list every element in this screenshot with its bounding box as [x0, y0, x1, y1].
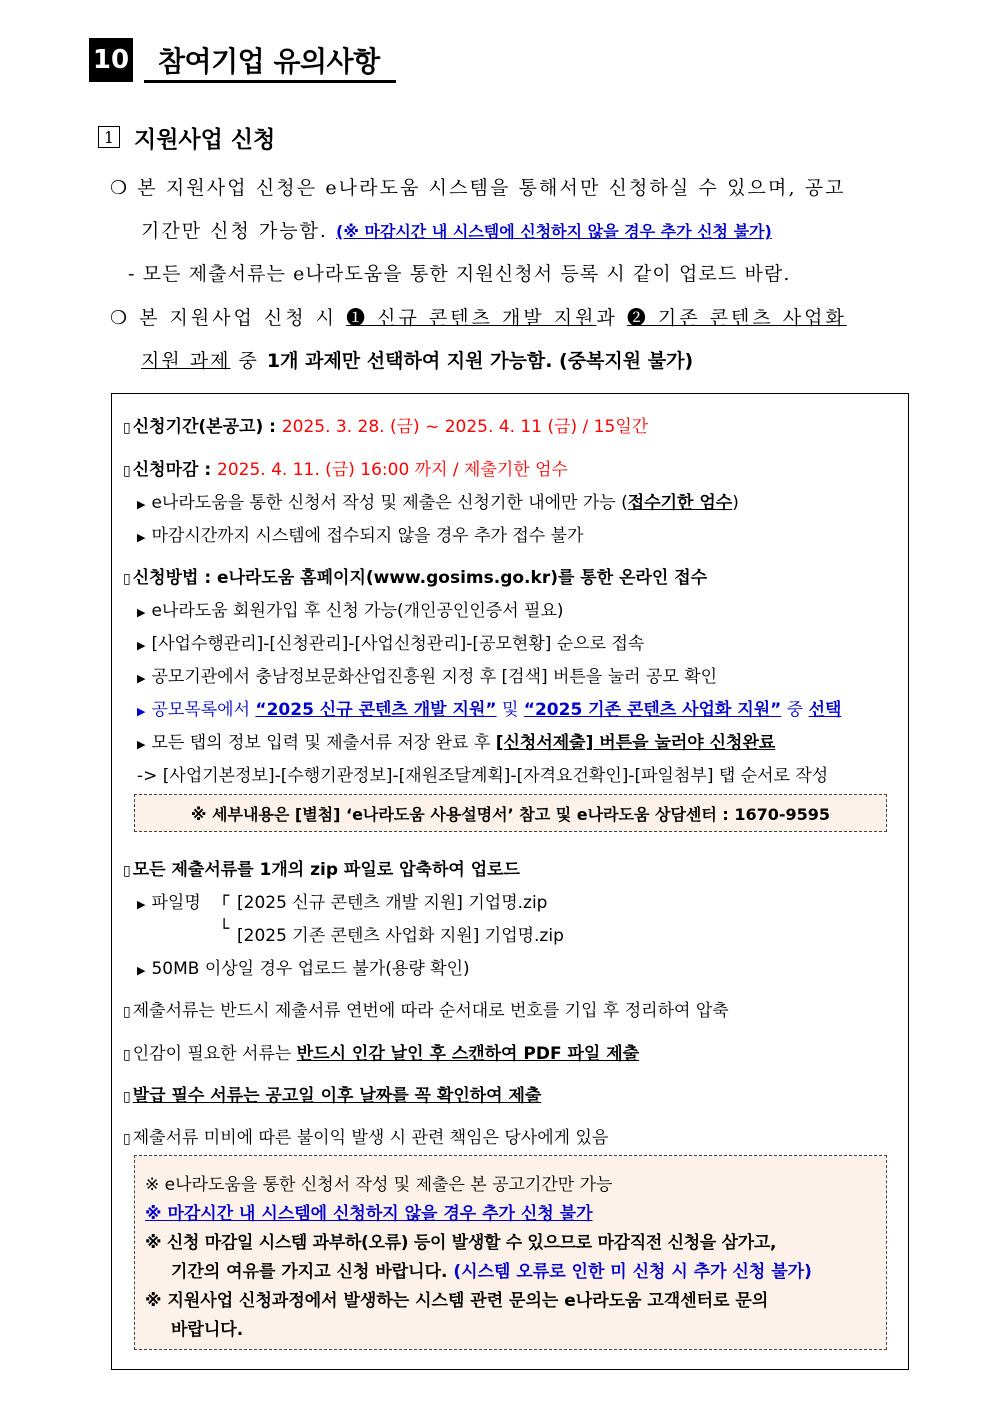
square-bullet-icon: ▯ — [123, 463, 131, 479]
list-item — [137, 488, 739, 513]
list-item — [137, 596, 564, 621]
list-item — [137, 888, 201, 913]
note-text: ※ 세부내용은 [별첨] ‘e나라도움 사용설명서’ 참고 및 e나라도움 상담센터 : 1670-9595 — [190, 804, 831, 824]
track-two-name: “2025 기존 콘텐츠 사업화 지원” — [523, 700, 782, 720]
paragraph-line — [110, 173, 912, 200]
list-item-text: 제출서류는 반드시 제출서류 연번에 따라 순서대로 번호를 기입 후 정리하여 압축 — [132, 1001, 729, 1021]
file-name: [2025 신규 콘텐츠 개발 지원] 기업명.zip — [237, 893, 548, 913]
list-item — [137, 695, 841, 720]
bracket-bottom-icon: └ — [219, 919, 230, 939]
paragraph-text: 기간만 신청 가능함. — [141, 220, 336, 242]
page-title: 참여기업 유의사항 — [158, 45, 380, 78]
list-item-text: 모든 탭의 정보 입력 및 제출서류 저장 완료 후 — [151, 733, 496, 753]
seal-row — [123, 1039, 639, 1064]
paragraph-text: ❍ 본 지원사업 신청 시 — [110, 307, 347, 329]
list-item — [137, 954, 470, 979]
list-item-text: 중 — [781, 700, 809, 720]
note-text: ※ 마감시간 내 시스템에 신청하지 않을 경우 추가 신청 불가 — [145, 1204, 593, 1224]
deadline-warning-text: (※ 마감시간 내 시스템에 신청하지 않을 경우 추가 신청 불가) — [336, 222, 772, 241]
triangle-bullet-icon: ▶ — [137, 672, 146, 685]
paragraph-text: - 모든 제출서류는 e나라도움을 통한 지원신청서 등록 시 같이 업로드 바람. — [128, 263, 791, 285]
paragraph-line — [110, 303, 912, 330]
emphasis-text: 반드시 인감 날인 후 스캔하여 PDF 파일 제출 — [296, 1044, 640, 1064]
deadline-row — [123, 455, 568, 480]
period-row — [123, 412, 648, 437]
list-item-text: 마감시간까지 시스템에 접수되지 않을 경우 추가 접수 불가 — [151, 526, 584, 546]
triangle-bullet-icon: ▶ — [137, 606, 146, 619]
list-item-text: 인감이 필요한 서류는 — [132, 1044, 297, 1064]
list-item-text: [사업수행관리]-[신청관리]-[사업신청관리]-[공모현황] 순으로 접속 — [151, 634, 645, 654]
track-one-text: ❶ 신규 콘텐츠 개발 지원 — [346, 307, 597, 329]
list-item-text: 및 — [496, 700, 524, 720]
square-bullet-icon: ▯ — [123, 571, 131, 587]
list-item-text: 공모기관에서 충남정보문화산업진흥원 지정 후 [검색] 버튼을 눌러 공모 확인 — [151, 667, 718, 687]
deadline-value: 2025. 4. 11. (금) 16:00 까지 / 제출기한 엄수 — [217, 460, 568, 480]
list-item-text: e나라도움을 통한 신청서 작성 및 제출은 신청기한 내에만 가능 ( — [151, 493, 628, 513]
list-item — [137, 629, 644, 654]
triangle-bullet-icon: ▶ — [137, 898, 146, 911]
zip-row — [123, 855, 520, 880]
list-item-text: 50MB 이상일 경우 업로드 불가(용량 확인) — [151, 959, 470, 979]
list-item — [137, 728, 775, 753]
note-text: ※ 신청 마감일 시스템 과부하(오류) 등이 발생할 수 있으므로 마감직전 신청을 삼가고, — [145, 1233, 777, 1253]
list-item — [137, 662, 717, 687]
triangle-bullet-icon: ▶ — [137, 705, 146, 718]
emphasis-text: [신청서제출] 버튼을 눌러야 신청완료 — [495, 733, 776, 753]
zip-label: 모든 제출서류를 1개의 zip 파일로 압축하여 업로드 — [132, 860, 520, 880]
emphasis-text: 접수기한 엄수 — [627, 493, 733, 513]
tab-order-line — [137, 761, 828, 786]
paragraph-line — [141, 216, 772, 243]
list-item-text: e나라도움 회원가입 후 신청 가능(개인공인인증서 필요) — [151, 601, 564, 621]
deadline-label: 신청마감 : — [132, 460, 218, 480]
note-text: 기간의 여유를 가지고 신청 바랍니다. — [171, 1262, 454, 1282]
square-bullet-icon: ▯ — [123, 420, 131, 436]
list-item-text: ) — [732, 493, 739, 513]
help-center-note — [134, 794, 887, 832]
emphasis-text: 선택 — [808, 700, 842, 720]
method-row — [123, 563, 707, 588]
method-label: 신청방법 : e나라도움 홈페이지(www.gosims.go.kr)를 통한 온라인 접수 — [132, 568, 708, 588]
square-bullet-icon: ▯ — [123, 1047, 131, 1063]
section-index-box: 1 — [98, 126, 120, 148]
issue-row — [123, 1081, 541, 1106]
section-number-badge: 10 — [89, 38, 133, 82]
triangle-bullet-icon: ▶ — [137, 498, 146, 511]
note-warning-text: (시스템 오류로 인한 미 신청 시 추가 신청 불가) — [453, 1262, 812, 1282]
caution-note-box — [134, 1155, 887, 1350]
note-text — [171, 1257, 812, 1282]
section-title: 지원사업 신청 — [134, 127, 276, 153]
single-track-rule-text: 1개 과제만 선택하여 지원 가능함. (중복지원 불가) — [266, 350, 694, 372]
responsibility-row — [123, 1123, 608, 1148]
list-item-text: 제출서류 미비에 따른 불이익 발생 시 관련 책임은 당사에게 있음 — [132, 1128, 609, 1148]
bracket-top-icon: ┌ — [219, 886, 230, 906]
period-value: 2025. 3. 28. (금) ~ 2025. 4. 11 (금) / 15일간 — [281, 417, 649, 437]
period-label: 신청기간(본공고) : — [132, 417, 282, 437]
paragraph-line — [128, 259, 791, 286]
paragraph-text: 중 — [230, 350, 267, 372]
square-bullet-icon: ▯ — [123, 1004, 131, 1020]
list-item-text: 파일명 — [151, 893, 201, 913]
note-text: ※ 지원사업 신청과정에서 발생하는 시스템 관련 문의는 e나라도움 고객센터로 문의 — [145, 1291, 769, 1311]
list-item — [137, 521, 583, 546]
track-one-name: “2025 신규 콘텐츠 개발 지원” — [255, 700, 497, 720]
paragraph-line — [141, 346, 693, 373]
order-row — [123, 996, 729, 1021]
file-name: [2025 기존 콘텐츠 사업화 지원] 기업명.zip — [237, 926, 564, 946]
triangle-bullet-icon: ▶ — [137, 531, 146, 544]
list-item-text: -> [사업기본정보]-[수행기관정보]-[재원조달계획]-[자격요건확인]-[파일첨부] 탭 순서로 작성 — [137, 766, 829, 786]
track-two-text: ❷ 기존 콘텐츠 사업화 — [626, 307, 847, 329]
square-bullet-icon: ▯ — [123, 1089, 131, 1105]
emphasis-text: 발급 필수 서류는 공고일 이후 날짜를 꼭 확인하여 제출 — [132, 1086, 542, 1106]
note-text: ※ e나라도움을 통한 신청서 작성 및 제출은 본 공고기간만 가능 — [145, 1175, 613, 1195]
list-item-text: 공모목록에서 — [151, 700, 256, 720]
paragraph-text: ❍ 본 지원사업 신청은 e나라도움 시스템을 통해서만 신청하실 수 있으며, 공고 — [110, 177, 846, 199]
triangle-bullet-icon: ▶ — [137, 738, 146, 751]
paragraph-text: 과 — [596, 307, 627, 329]
triangle-bullet-icon: ▶ — [137, 639, 146, 652]
title-underline — [144, 80, 396, 83]
square-bullet-icon: ▯ — [123, 1131, 131, 1147]
note-text: 바랍니다. — [171, 1320, 244, 1340]
triangle-bullet-icon: ▶ — [137, 964, 146, 977]
square-bullet-icon: ▯ — [123, 863, 131, 879]
track-two-text: 지원 과제 — [141, 350, 231, 372]
